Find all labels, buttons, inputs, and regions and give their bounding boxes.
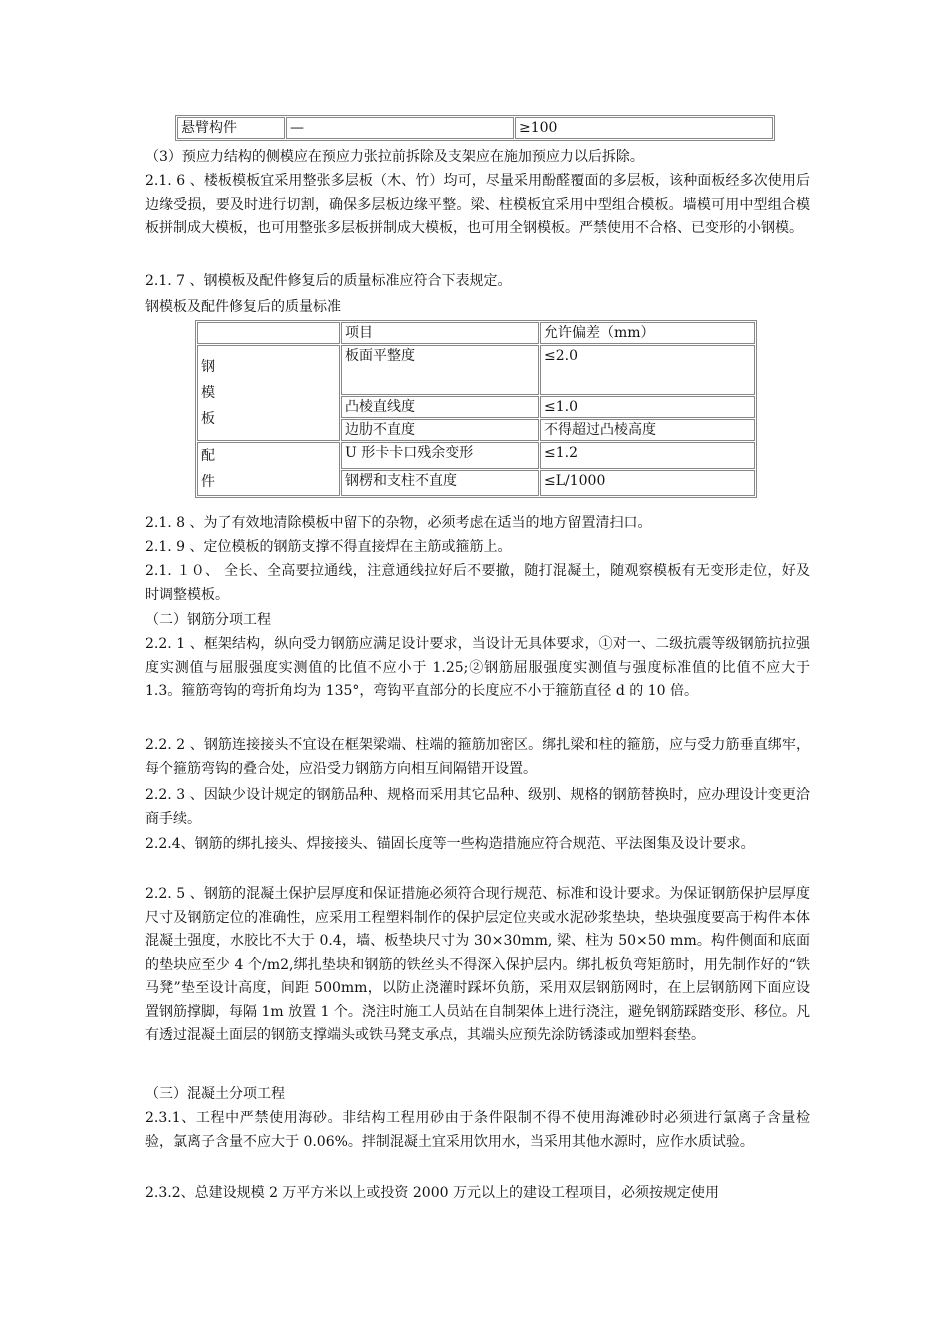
table-row [197,322,755,344]
paragraph: 2.2. 5 、钢筋的混凝土保护层厚度和保证措施必须符合现行规范、标准和设计要求。为保证钢筋保护层厚度尺寸及钢筋定位的准确性，应采用工程塑料制作的保护层定位夹或水泥砂浆垫块，垫块强度要高于构件本体混凝土强度，水胶比不大于 0.4，墙、板垫块尺寸为 30×30mm, 梁、柱为 50×50 mm。构件侧面和底面的垫块应至少 4 个/m2,绑扎垫块和钢筋的铁丝头不得深入保护层内。绑扎板负弯矩筋时，用先制作好的“铁马凳”垫至设计高度，间距 500mm，以防止浇灌时踩坏负筋，采用双层钢筋网时，在上层钢筋网下面应设置钢筋撑脚，每隔 1m 放置 1 个。浇注时施工人员站在自制架体上进行浇注，避免钢筋踩踏变形、移位。凡有透过混凝土面层的钢筋支撑端头或铁马凳支承点，其端头应预先涂防锈漆或加塑料套垫。 [145,886,810,1043]
table-cell: ≤1.2 [540,442,755,469]
table-header-cell: 允许偏差（mm） [540,322,755,344]
table-caption: 钢模板及配件修复后的质量标准 [145,299,341,315]
group-label-steel-formwork: 钢 模 板 [197,345,340,441]
table-row [197,442,755,469]
paragraph: 2.1. 9 、定位模板的钢筋支撑不得直接焊在主筋或箍筋上。 [145,539,512,555]
section-heading: （二）钢筋分项工程 [145,612,271,628]
paragraph: 2.2. 1 、框架结构，纵向受力钢筋应满足设计要求，当设计无具体要求，①对一、二级抗震等级钢筋抗拉强度实测值与屈服强度实测值的比值不应小于 1.25;②钢筋屈服强度实测值与强度标准值的比值不应大于 1.3。箍筋弯钩的弯折角均为 135°，弯钩平直部分的长度应不小于箍筋直径 d 的 10 倍。 [145,636,810,699]
table-header-cell: 项目 [341,322,539,344]
steel-formwork-quality-table [195,320,757,498]
table-cell: 凸棱直线度 [341,396,539,418]
table-row [197,345,755,395]
table-cell: ≤1.0 [540,396,755,418]
paragraph: 2.1. 6 、楼板模板宜采用整张多层板（木、竹）均可，尽量采用酚醛覆面的多层板，该种面板经多次使用后边缘受损，要及时进行切割，确保多层板边缘平整。梁、柱模板宜采用中型组合模板。墙模可用中型组合模板拼制成大模板，也可用整张多层板拼制成大模板，也可用全钢模板。严禁使用不合格、已变形的小钢模。 [145,173,810,236]
paragraph: 2.2. 2 、钢筋连接接头不宜设在框架梁端、柱端的箍筋加密区。绑扎梁和柱的箍筋，应与受力筋垂直绑牢，每个箍筋弯钩的叠合处，应沿受力钢筋方向相互间隔错开设置。 [145,737,810,777]
group-label-accessories: 配 件 [197,442,340,496]
cantilever-table [175,115,775,141]
table-cell: U 形卡卡口残余变形 [341,442,539,469]
paragraph: （3）预应力结构的侧模应在预应力张拉前拆除及支架应在施加预应力以后拆除。 [145,149,644,165]
table-cell: 悬臂构件 [177,117,285,139]
paragraph: 2.3.1、工程中严禁使用海砂。非结构工程用砂由于条件限制不得不使用海滩砂时必须进行氯离子含量检验，氯离子含量不应大于 0.06%。拌制混凝土宜采用饮用水，当采用其他水源时，应作水质试验。 [145,1110,810,1150]
paragraph: 2.3.2、总建设规模 2 万平方米以上或投资 2000 万元以上的建设工程项目，必须按规定使用 [145,1185,719,1201]
table-row [177,117,773,139]
paragraph: 2.2.4、钢筋的绑扎接头、焊接接头、锚固长度等一些构造措施应符合规范、平法图集及设计要求。 [145,836,755,852]
table-cell: 板面平整度 [341,345,539,395]
table-cell: 钢楞和支柱不直度 [341,470,539,497]
table-cell: ≤2.0 [540,345,755,395]
table-cell [197,322,340,344]
table-cell: 不得超过凸棱高度 [540,419,755,441]
paragraph: 2.2. 3 、因缺少设计规定的钢筋品种、规格而采用其它品种、级别、规格的钢筋替换时，应办理设计变更洽商手续。 [145,787,810,827]
paragraph: 2.1. １０、 全长、全高要拉通线，注意通线拉好后不要撤，随打混凝土，随观察模板有无变形走位，好及时调整模板。 [145,563,810,603]
table-cell: — [286,117,514,139]
table-cell: ≥100 [515,117,773,139]
paragraph: 2.1. 8 、为了有效地清除模板中留下的杂物，必须考虑在适当的地方留置清扫口。 [145,515,652,531]
table-cell: ≤L/1000 [540,470,755,497]
paragraph: 2.1. 7 、钢模板及配件修复后的质量标准应符合下表规定。 [145,273,512,289]
section-heading: （三）混凝土分项工程 [145,1086,285,1102]
table-cell: 边肋不直度 [341,419,539,441]
